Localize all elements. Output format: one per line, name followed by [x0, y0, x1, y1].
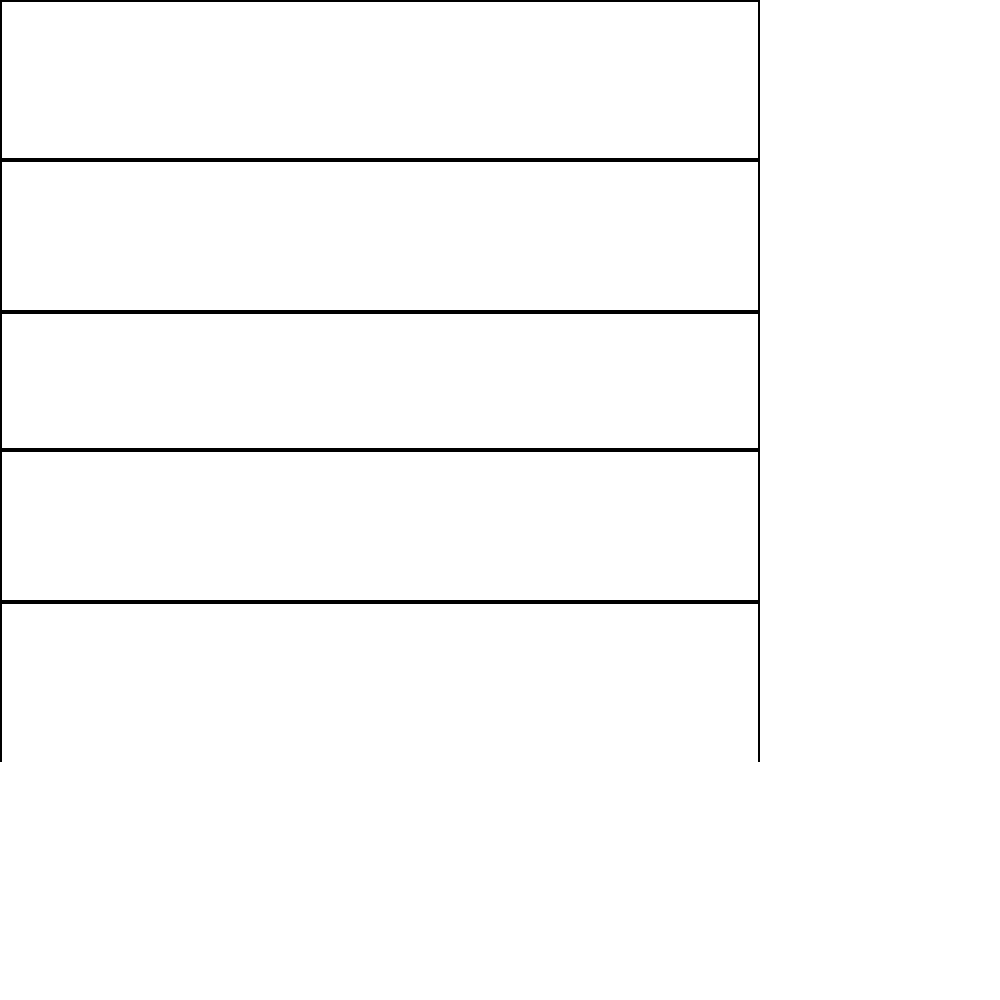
panel-precip [0, 602, 760, 762]
bottom-time-axis [200, 912, 960, 972]
panel-pressure [0, 0, 760, 160]
panel-temperature [0, 312, 760, 450]
panel-wind [0, 160, 760, 312]
panel-clouds [0, 450, 760, 602]
